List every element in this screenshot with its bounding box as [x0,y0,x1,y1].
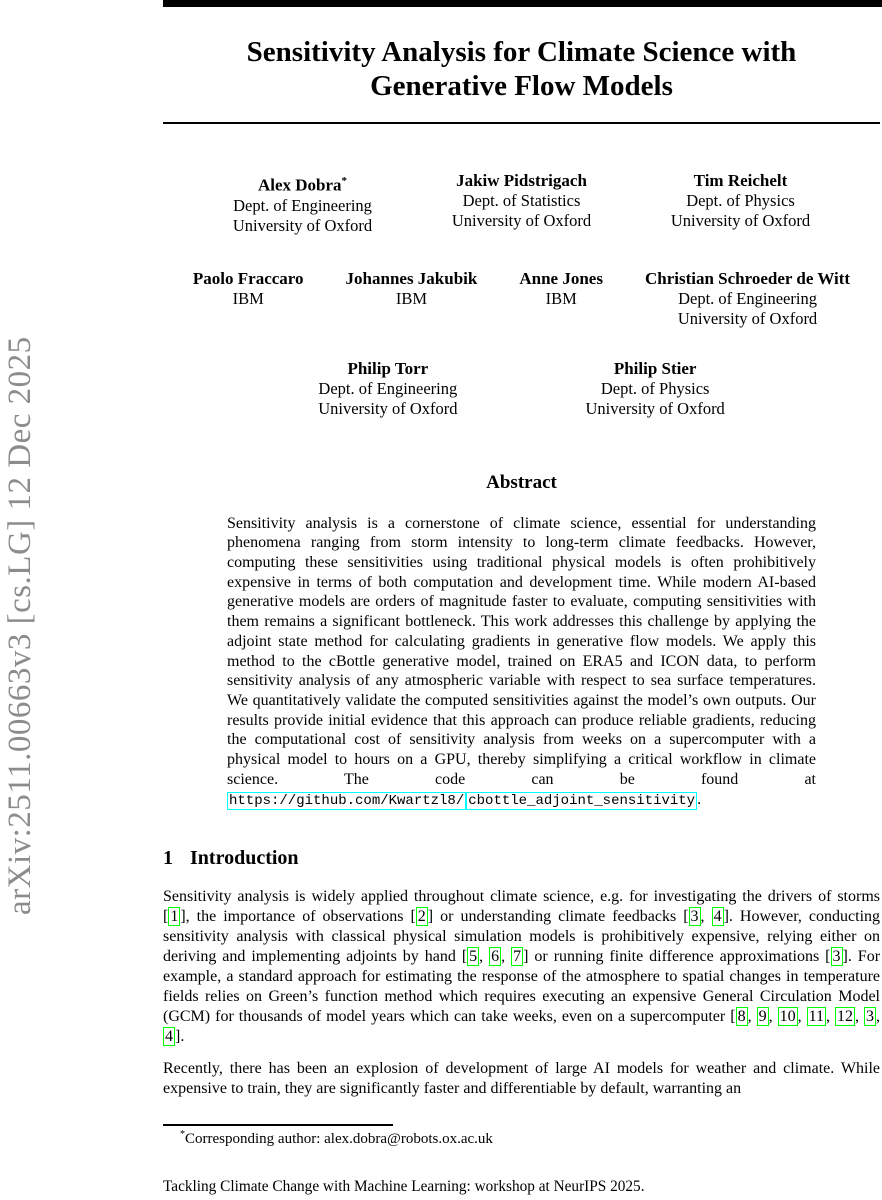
author-block [193,171,412,236]
author-affiliation: IBM [232,288,264,308]
citation-ref[interactable]: 11 [808,1008,825,1026]
author-affiliation: University of Oxford [318,398,458,418]
author-affiliation: Dept. of Physics [686,191,795,210]
title-rule [163,122,880,124]
citation-ref[interactable]: 4 [713,908,722,926]
paper-title-line2: Generative Flow Models [370,70,673,102]
intro-paragraph-1: Sensitivity analysis is widely applied throughout climate science, e.g. for investigating the drivers of storms [ 1 ], the importance of observations [ 2 ] or understanding climate feedbacks [ 3 , 4 ]. However, conducting sensitivity analysis with classical physical simulation models is prohibitively expensive, relying either on deriving and implementing adjoints by hand [ 5 , 6 , 7 ] or running finite difference approximations [ 3 ]. For example, a standard approach for estimating the response of the atmosphere to spatial changes in temperature fields relies on Green’s function method which requires executing an expensive General Circulation Model (GCM) for thousands of model years which can take weeks, even on a supercomputer [ 8 , 9 , 10 , 11 , 12 , 3 , 4 ]. [163,888,881,1046]
paper-title [163,35,880,103]
citation-ref[interactable]: 8 [737,1008,746,1026]
citation-ref[interactable]: 6 [491,948,500,966]
author-block [193,269,304,329]
citation-ref[interactable]: 12 [837,1008,854,1026]
corresponding-author-footnote [163,1129,880,1148]
citation-ref[interactable]: 10 [779,1008,796,1026]
author-name: Philip Torr [347,358,429,378]
corresponding-author-marker: * [341,175,348,187]
abstract-text: Sensitivity analysis is a cornerstone of climate science, essential for understanding phenomena ranging from storm intensity to long-term climate feedbacks. However, computing these sensitivities using traditional physical models is often prohibitively expensive in terms of both computation and development time. While modern AI-based generative models are orders of magnitude faster to evaluate, computing sensitivities with them remains a significant bottleneck. This work addresses this challenge by applying the adjoint state method for calculating gradients in generative flow models. We apply this method to the cBottle generative model, trained on ERA5 and ICON data, to perform sensitivity analysis of any atmospheric variable with respect to sea surface temperatures. We quantitatively validate the computed sensitivities against the model’s own outputs. Our results provide initial evidence that this approach can produce reliable gradients, reducing the computational cost of sensitivity analysis from weeks on a supercomputer with a physical model to hours on a GPU, thereby simplifying a critical workflow in climate science. The code can be found at https://github.com/Kwartzl8/ cbottle_adjoint_sensitivity . [227,514,816,809]
author-block [318,359,457,419]
citation-ref[interactable]: 4 [165,1028,173,1046]
author-block [519,269,603,329]
citation-ref[interactable]: 1 [170,908,179,926]
author-affiliation: Dept. of Statistics [462,191,581,210]
author-block [645,269,850,329]
author-affiliation: University of Oxford [585,398,725,418]
footnote-text: Corresponding author: alex.dobra@robots.ox.ac.uk [185,1131,493,1147]
author-block [586,359,725,419]
author-name: Johannes Jakubik [345,268,478,288]
author-affiliation: Dept. of Engineering [678,288,817,308]
citation-ref[interactable]: 3 [690,908,699,926]
author-name: Tim Reichelt [693,171,788,190]
section-number: 1 [163,847,173,870]
author-name: Alex Dobra* [257,175,348,195]
author-block [631,171,850,236]
citation-ref[interactable]: 3 [866,1008,875,1026]
citation-ref[interactable]: 3 [832,948,841,966]
footnote-block [163,1124,880,1148]
arxiv-watermark: arXiv:2511.00663v3 [cs.LG] 12 Dec 2025 [2,336,38,915]
author-row [163,171,880,236]
author-row [163,269,880,329]
code-repo-link[interactable]: cbottle_adjoint_sensitivity [468,792,696,809]
author-affiliation: IBM [545,288,577,308]
abstract-heading: Abstract [486,471,557,493]
author-affiliation: Dept. of Engineering [233,195,372,215]
author-row [163,359,880,419]
author-name: Jakiw Pidstrigach [456,171,587,190]
citation-ref[interactable]: 2 [417,908,426,926]
author-name: Christian Schroeder de Witt [644,268,851,288]
author-affiliation: Dept. of Physics [600,378,710,398]
intro-paragraph-2: Recently, there has been an explosion of development of large AI models for weather and climate. While expensive to train, they are significantly faster and differentiable by default, warranting an [163,1060,880,1098]
footnote-rule [163,1124,393,1126]
citation-ref[interactable]: 9 [758,1008,767,1026]
author-affiliation: Dept. of Engineering [318,378,458,398]
author-affiliation: University of Oxford [232,215,373,235]
author-affiliation: University of Oxford [677,308,818,328]
author-affiliation: University of Oxford [451,211,592,230]
footnote-marker: * [180,1129,185,1140]
author-block [346,269,478,329]
author-block [412,171,631,236]
author-affiliation: University of Oxford [670,211,811,230]
top-edge-bar [163,0,882,7]
venue-footer: Tackling Climate Change with Machine Learning: workshop at NeurIPS 2025. [163,1178,645,1195]
author-affiliation: IBM [395,288,428,308]
author-name: Anne Jones [519,268,603,288]
author-name: Paolo Fraccaro [192,268,304,288]
author-name: Philip Stier [613,358,697,378]
citation-ref[interactable]: 7 [513,948,522,966]
author-block-container [163,171,880,419]
section-title: Introduction [190,847,299,870]
paper-title-line1: Sensitivity Analysis for Climate Science with [246,36,797,68]
section-heading-introduction [163,847,880,870]
citation-ref[interactable]: 5 [469,948,478,966]
page-content [163,7,880,1099]
code-repo-link[interactable]: https://github.com/Kwartzl8/ [229,792,465,809]
